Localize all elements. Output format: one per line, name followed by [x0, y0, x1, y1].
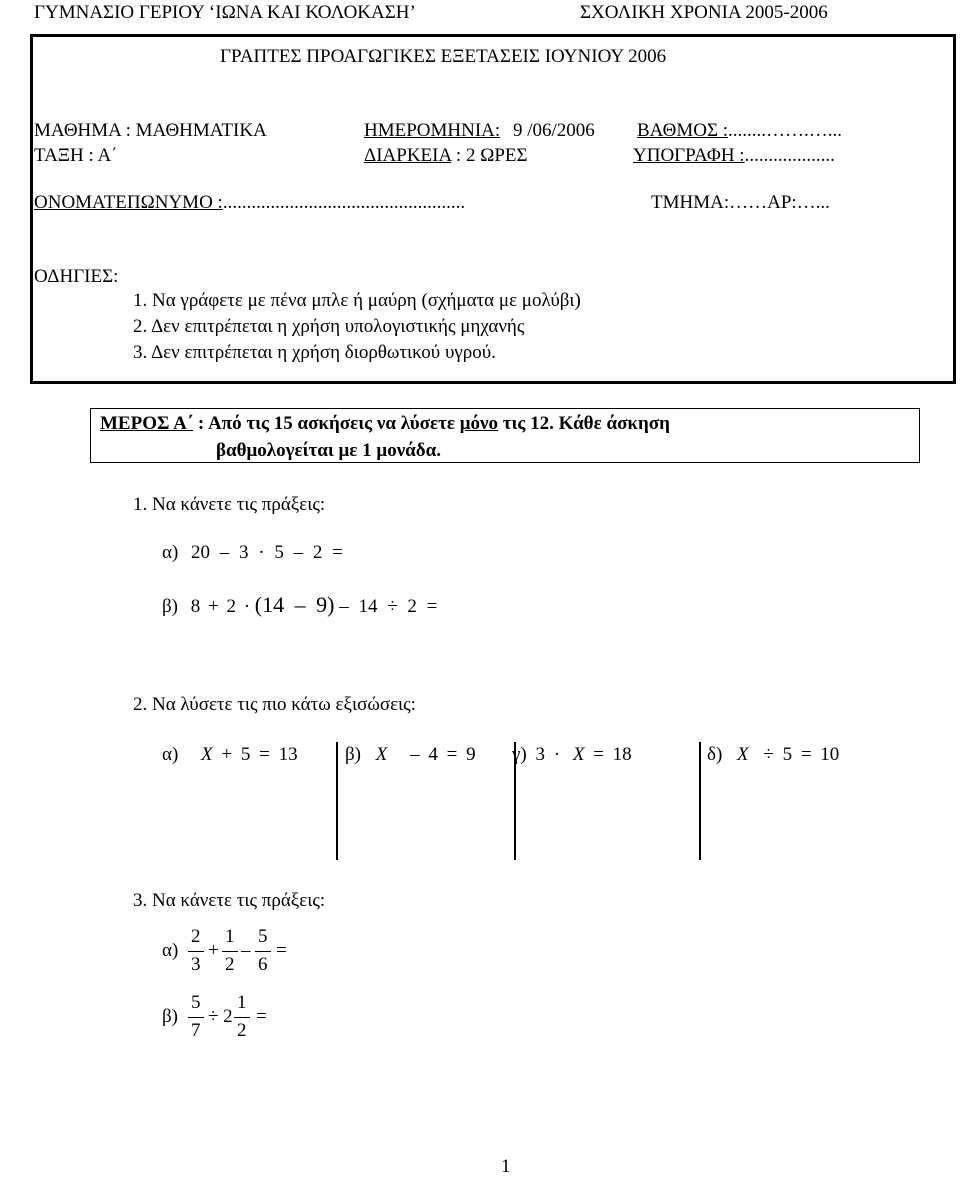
fraction-denominator: 2 [225, 954, 235, 975]
fraction-bar [234, 1017, 250, 1018]
operator: – [241, 940, 251, 961]
q1-b [162, 592, 437, 618]
part-a-line1 [100, 413, 670, 435]
fraction-bar [188, 1017, 204, 1018]
q2-b-label: β) [345, 744, 361, 765]
q1-b-expr-end: – 14 ÷ 2 = [339, 596, 438, 617]
fraction-bar [222, 951, 238, 952]
date-field [364, 120, 595, 142]
q3-title: 3. Να κάνετε τις πράξεις: [133, 890, 326, 911]
grade-label: ΒΑΘΜΟΣ : [637, 120, 729, 141]
q2-b [345, 744, 476, 766]
q1-a-label: α) [162, 542, 179, 563]
q2-a-expr: + 5 = 13 [221, 744, 298, 765]
q2-divider [699, 742, 701, 860]
fraction-numerator: 1 [237, 992, 247, 1013]
q2-d-label: δ) [707, 744, 723, 765]
school-name: ΓΥΜΝΑΣΙΟ ΓΕΡΙΟΥ ‘ΙΩΝΑ ΚΑΙ ΚΟΛΟΚΑΣΗ’ [34, 2, 416, 23]
signature-dots: ................... [744, 145, 835, 166]
fraction-denominator: 2 [237, 1020, 247, 1041]
operator: ÷ 2 [208, 1006, 233, 1027]
fraction-denominator: 7 [191, 1020, 201, 1041]
part-a-line2: βαθμολογείται με 1 μονάδα. [216, 440, 442, 461]
equals: = [276, 940, 287, 961]
name-field [34, 192, 465, 214]
date-value: 9 /06/2006 [512, 120, 595, 141]
subject: ΜΑΘΗΜΑ : ΜΑΘΗΜΑΤΙΚΑ [34, 120, 267, 141]
fraction-bar [255, 951, 271, 952]
part-a-only: μόνο [459, 413, 498, 434]
page-number: 1 [501, 1156, 511, 1177]
q2-c-expr: = 18 [593, 744, 632, 765]
q1-b-expr-start: 8 + 2 · [190, 596, 251, 617]
q3-a-label: α) [162, 940, 179, 961]
fraction-numerator: 5 [191, 992, 201, 1013]
q2-a-var: Χ [201, 744, 213, 765]
q1-b-label: β) [162, 596, 178, 617]
q1-title: 1. Να κάνετε τις πράξεις: [133, 494, 326, 515]
operator: + [208, 940, 219, 961]
q1-a-expr: 20 – 3 · 5 – 2 = [191, 542, 343, 563]
instructions-title: ΟΔΗΓΙΕΣ: [34, 266, 119, 287]
q1-a [162, 542, 343, 564]
duration-field [364, 145, 528, 167]
q2-divider [336, 742, 338, 860]
date-label: ΗΜΕΡΟΜΗΝΙΑ: [364, 120, 501, 141]
q2-c-var: Χ [572, 744, 585, 765]
name-label: ΟΝΟΜΑΤΕΠΩΝΥΜΟ : [34, 192, 223, 213]
q2-c-label: γ) 3 · [512, 744, 561, 765]
q2-title: 2. Να λύσετε τις πιο κάτω εξισώσεις: [133, 694, 416, 715]
part-a-text: τις 12. Κάθε άσκηση [502, 413, 670, 434]
q3-b-label: β) [162, 1006, 178, 1027]
equals: = [256, 1006, 267, 1027]
grade-field [637, 120, 842, 142]
fraction-numerator: 2 [191, 926, 201, 947]
signature-label: ΥΠΟΓΡΑΦΗ : [633, 145, 745, 166]
duration-value: : 2 ΩΡΕΣ [455, 145, 528, 166]
school-year: ΣΧΟΛΙΚΗ ΧΡΟΝΙΑ 2005-2006 [580, 2, 828, 23]
q2-d-var: Χ [737, 744, 749, 765]
fraction-bar [188, 951, 204, 952]
part-a-label: ΜΕΡΟΣ Α΄ [100, 413, 194, 434]
part-a-text: : Από τις 15 ασκήσεις να λύσετε [197, 413, 455, 434]
instruction-item: 3. Δεν επιτρέπεται η χρήση διορθωτικού υγρού. [133, 342, 496, 363]
q2-a [162, 744, 298, 766]
q2-b-expr: – 4 = 9 [410, 744, 476, 765]
exam-title: ΓΡΑΠΤΕΣ ΠΡΟΑΓΩΓΙΚΕΣ ΕΞΕΤΑΣΕΙΣ ΙΟΥΝΙΟΥ 2006 [220, 46, 667, 67]
fraction-numerator: 5 [258, 926, 268, 947]
q2-b-var: Χ [375, 744, 388, 765]
duration-label: ΔΙΑΡΚΕΙΑ [364, 145, 452, 166]
q2-a-label: α) [162, 744, 179, 765]
q2-d [707, 744, 839, 766]
grade-dots: ........…….…... [728, 120, 843, 141]
q2-d-expr: ÷ 5 = 10 [763, 744, 840, 765]
q2-c [512, 744, 632, 766]
fraction-denominator: 6 [258, 954, 268, 975]
class: ΤΑΞΗ : Α΄ [34, 145, 118, 166]
name-dots: ................................................... [222, 192, 466, 213]
q1-b-paren: (14 – 9) [254, 592, 335, 617]
section-field: ΤΜΗΜΑ:……ΑΡ:…... [651, 192, 830, 213]
signature-field [633, 145, 835, 167]
fraction-denominator: 3 [191, 954, 201, 975]
fraction-numerator: 1 [225, 926, 235, 947]
instruction-item: 2. Δεν επιτρέπεται η χρήση υπολογιστικής μηχανής [133, 316, 525, 337]
instruction-item: 1. Να γράφετε με πένα μπλε ή μαύρη (σχήματα με μολύβι) [133, 290, 581, 311]
